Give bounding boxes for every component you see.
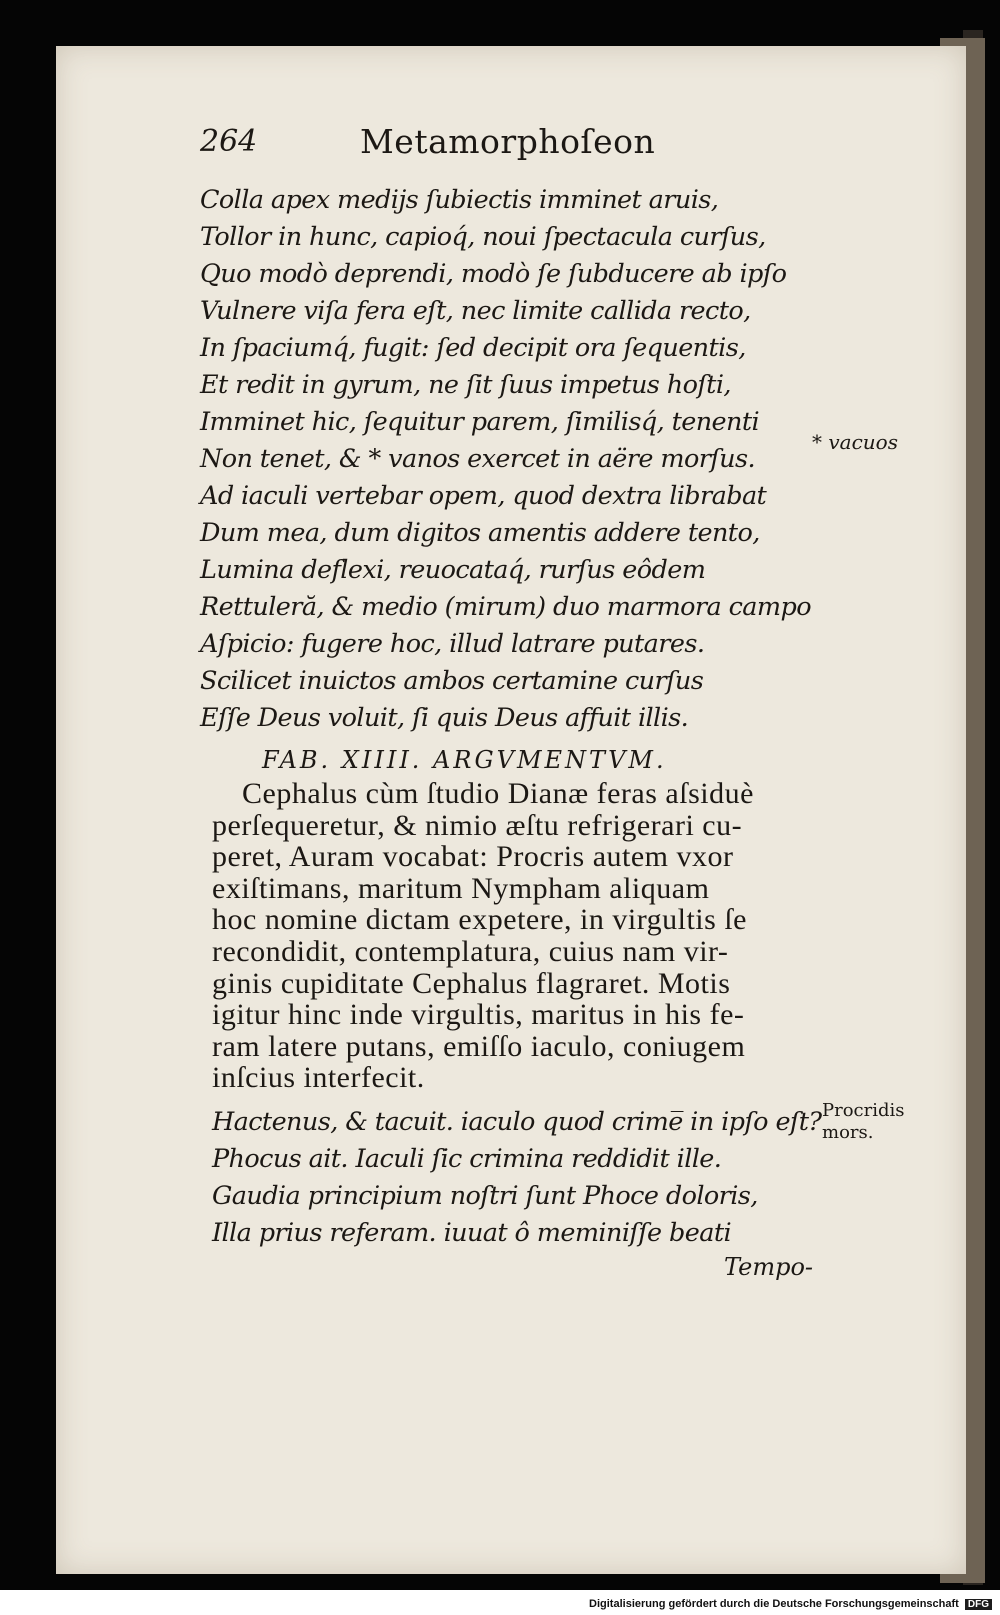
- argument-heading: FAB. XIIII. ARGVMENTVM.: [262, 746, 667, 774]
- argument-line: ram latere putans, emiſſo iaculo, coniugem: [212, 1029, 746, 1063]
- verse-line: Gaudia principium noſtri ſunt Phoce doloris,: [212, 1181, 758, 1211]
- credit-text: Digitalisierung gefördert durch die Deutsche Forschungsgemeinschaft: [589, 1598, 959, 1610]
- digitization-credit: [589, 1598, 992, 1610]
- verse-line: Imminet hic, ſequitur parem, ſimilisq́, tenenti: [200, 407, 760, 437]
- catchword: Tempo-: [724, 1253, 814, 1281]
- margin-note-line: Procridis: [822, 1100, 905, 1121]
- page-number: 264: [200, 124, 258, 159]
- argument-line: peret, Auram vocabat: Procris autem vxor: [212, 840, 734, 874]
- verse-line: Quo modò deprendi, modò ſe ſubducere ab ipſo: [200, 259, 787, 289]
- verse-line: Ad iaculi vertebar opem, quod dextra librabat: [200, 481, 767, 511]
- verse-line: Eſſe Deus voluit, ſi quis Deus affuit illis.: [200, 703, 689, 733]
- verse-line: Hactenus, & tacuit. iaculo quod crime̅ in ipſo eſt?: [212, 1107, 822, 1137]
- argument-paragraph: [212, 778, 822, 1094]
- margin-note-procridis: [822, 1100, 905, 1144]
- verse-line: Et redit in gyrum, ne ſit ſuus impetus hoſti,: [200, 370, 731, 400]
- verse-line: Non tenet, & * vanos exercet in aëre morſus.: [200, 444, 755, 474]
- page-header: [200, 122, 820, 172]
- argument-line: igitur hinc inde virgultis, maritus in his fe-: [212, 998, 745, 1032]
- verse-line: In ſpaciumq́, fugit: ſed decipit ora ſequentis,: [200, 333, 746, 363]
- verse-line: Colla apex medijs ſubiectis imminet aruis,: [200, 185, 719, 215]
- margin-note-line: mors.: [822, 1122, 874, 1143]
- argument-line: Cephalus cùm ſtudio Dianæ feras aſsiduè: [242, 777, 754, 810]
- verse-line: Lumina deflexi, reuocataq́, rurſus eôdem: [200, 555, 706, 585]
- argument-line: recondidit, contemplatura, cuius nam vir-: [212, 934, 729, 968]
- running-head: Metamorphoſeon: [360, 122, 656, 161]
- verse-line: Scilicet inuictos ambos certamine curſus: [200, 666, 704, 696]
- verse-line: Vulnere viſa fera eſt, nec limite callida recto,: [200, 296, 751, 326]
- argument-line: perſequeretur, & nimio æſtu refrigerari cu-: [212, 808, 743, 842]
- verse-line: Tollor in hunc, capioq́, noui ſpectacula curſus,: [200, 222, 766, 252]
- argument-line: hoc nomine dictam expetere, in virgultis ſe: [212, 903, 747, 937]
- verse-line: Phocus ait. Iaculi ſic crimina reddidit ille.: [212, 1144, 722, 1174]
- verse-line: Illa prius referam. iuuat ô meminiſſe beati: [212, 1218, 732, 1248]
- verse-line: Dum mea, dum digitos amentis addere tento,: [200, 518, 760, 548]
- verse-line: Rettuleră, & medio (mirum) duo marmora campo: [200, 592, 811, 622]
- argument-line: inſcius interfecit.: [212, 1061, 425, 1095]
- dfg-logo: DFG: [965, 1599, 992, 1610]
- verse-line: Aſpicio: fugere hoc, illud latrare putares.: [200, 629, 705, 659]
- argument-line: exiſtimans, maritum Nympham aliquam: [212, 871, 710, 905]
- margin-note-vacuos: * vacuos: [812, 430, 898, 454]
- argument-line: ginis cupiditate Cephalus flagraret. Motis: [212, 966, 731, 1000]
